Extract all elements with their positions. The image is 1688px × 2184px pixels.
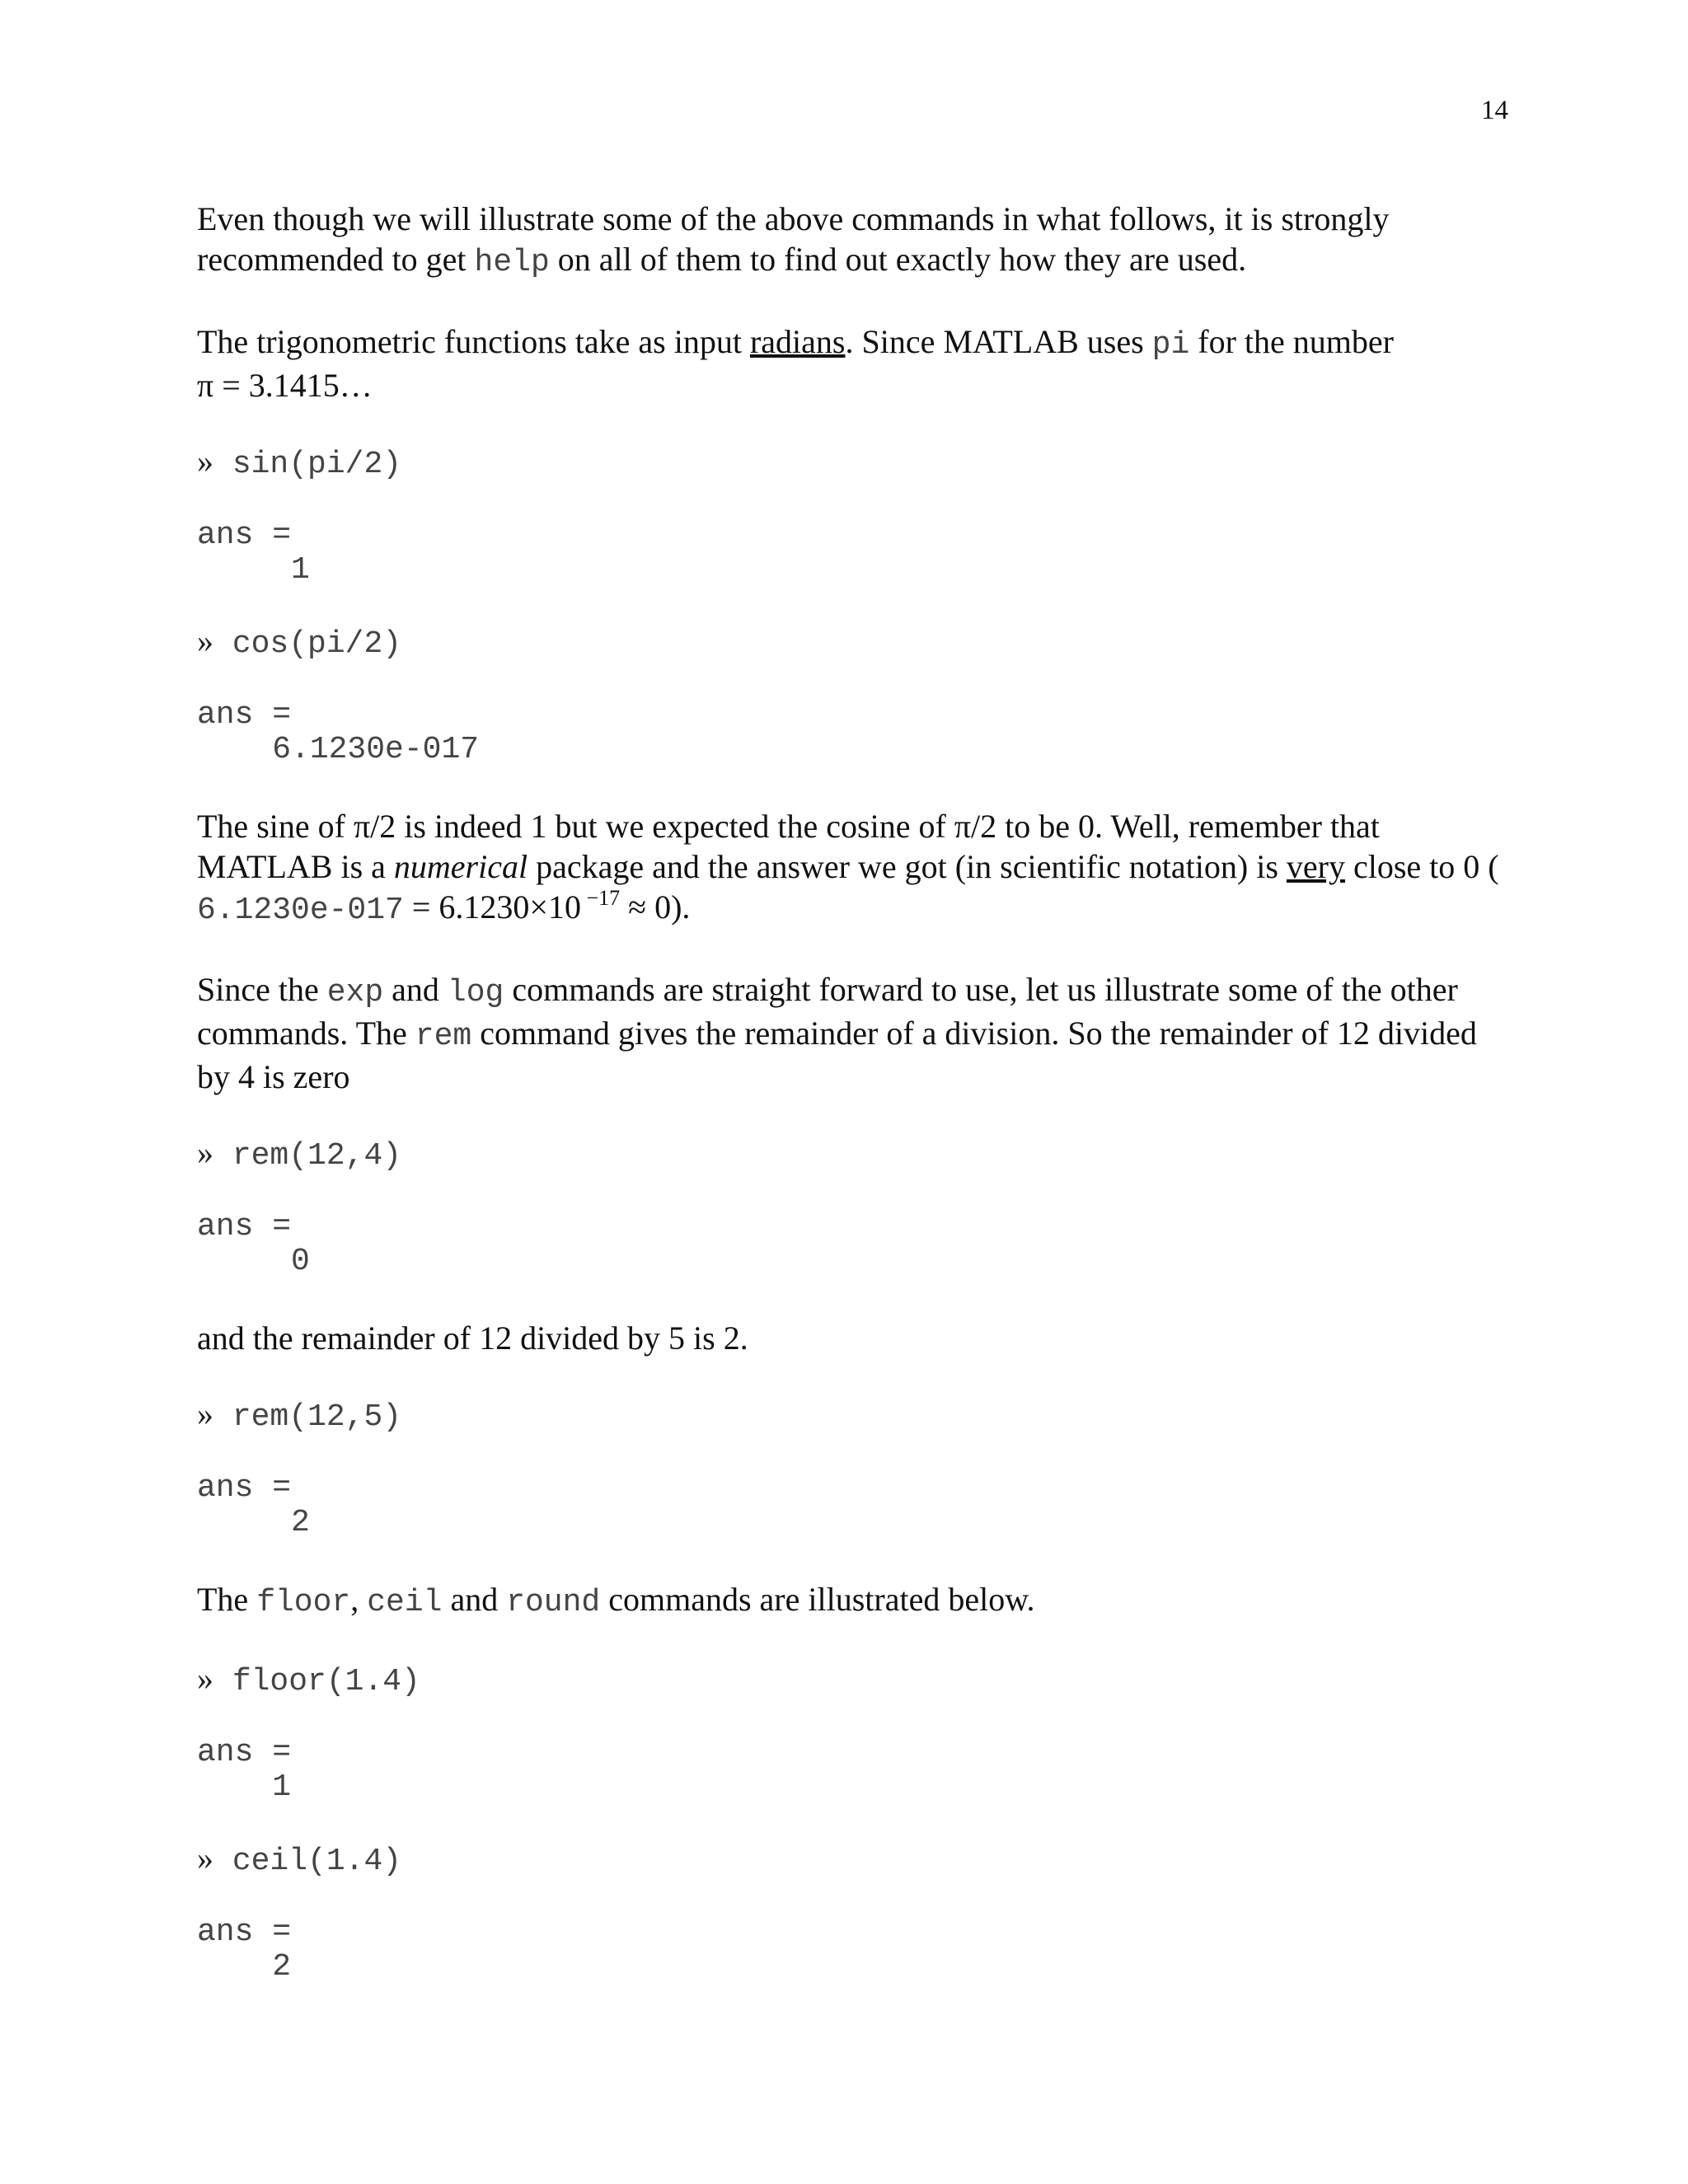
answer-label: ans =: [197, 1915, 292, 1950]
command-block-sin: [197, 444, 1499, 588]
answer-label: ans =: [197, 1735, 292, 1770]
prompt-symbol: »: [197, 1840, 213, 1877]
inline-code-rem: rem: [415, 1019, 472, 1054]
inline-code-pi: pi: [1151, 327, 1190, 363]
exponent: −17: [580, 885, 621, 910]
prompt-symbol: »: [197, 443, 213, 480]
command-block-cos: [197, 624, 1499, 767]
paragraph-numerical-explanation: The sine of π/2 is indeed 1 but we expected the cosine of π/2 to be 0. Well, remember that MATLAB is a numerical package and the answer we got (in scientific notation) is very close to 0 ( 6.1230e-017 = 6.1230×10 $^{-17}$ ≈ 0).: [197, 808, 1499, 928]
command-line: » rem(12,5): [197, 1395, 402, 1435]
inline-code-help: help: [474, 245, 550, 280]
command-block-ceil: [197, 1841, 1499, 1985]
paragraph-floor-ceil-round: The floor, ceil and round commands are illustrated below.: [197, 1581, 1035, 1620]
paragraph-rem-intro: Since the exp and log commands are straight forward to use, let us illustrate some of the other commands. The rem command gives the remainder of a division. So the remainder of 12 divided by 4 is zero: [197, 971, 1477, 1095]
inline-code-value: 6.1230e-017: [197, 893, 404, 928]
answer-value: 6.1230e-017: [197, 732, 480, 767]
paragraph-help-recommendation: Even though we will illustrate some of the above commands in what follows, it is strongly recommended to get help on all of them to find out exactly how they are used.: [197, 200, 1390, 280]
prompt-symbol: »: [197, 1660, 213, 1697]
paragraph-rem-5: and the remainder of 12 divided by 5 is 2.: [197, 1319, 748, 1357]
command-block-rem-12-4: [197, 1136, 1499, 1279]
inline-code-ceil: ceil: [367, 1585, 443, 1620]
answer-value: 2: [197, 1505, 310, 1540]
answer-value: 2: [197, 1949, 292, 1985]
page-number: 14: [1481, 96, 1508, 125]
answer-value: 1: [197, 1769, 292, 1805]
inline-code-exp: exp: [326, 975, 384, 1010]
command-block-rem-12-5: [197, 1397, 1499, 1540]
command-line: » rem(12,4): [197, 1134, 402, 1174]
answer-label: ans =: [197, 1209, 292, 1244]
command-line: » ceil(1.4): [197, 1840, 402, 1879]
command-line: » cos(pi/2): [197, 622, 402, 662]
answer-label: ans =: [197, 518, 292, 553]
prompt-symbol: »: [197, 1134, 213, 1171]
inline-code-floor: floor: [256, 1585, 351, 1620]
paragraph-trig-radians: The trigonometric functions take as input radians. Since MATLAB uses pi for the number π = 3.1415…: [197, 323, 1394, 404]
command-line: » floor(1.4): [197, 1660, 420, 1699]
answer-value: 0: [197, 1244, 310, 1279]
underlined-very: very: [1286, 848, 1345, 885]
command-block-floor: [197, 1661, 1499, 1805]
answer-value: 1: [197, 552, 310, 588]
pi-value-line: π = 3.1415…: [197, 367, 373, 404]
underlined-radians: radians: [749, 323, 846, 360]
inline-code-log: log: [447, 975, 504, 1010]
answer-label: ans =: [197, 1470, 292, 1506]
prompt-symbol: »: [197, 622, 213, 659]
answer-label: ans =: [197, 697, 292, 733]
command-line: » sin(pi/2): [197, 443, 402, 482]
italic-numerical: numerical: [393, 848, 528, 885]
inline-code-round: round: [506, 1585, 601, 1620]
prompt-symbol: »: [197, 1395, 213, 1432]
page-body: [197, 199, 1499, 1985]
